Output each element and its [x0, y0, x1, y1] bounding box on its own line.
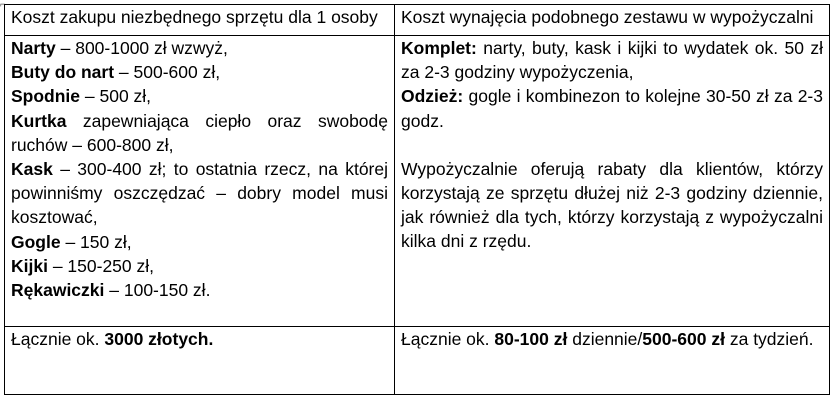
purchase-item: [11, 109, 388, 157]
item-price: – 500-600 zł,: [114, 62, 221, 83]
item-name: Kijki: [11, 255, 48, 276]
rental-total-weekly: 500-600 zł: [642, 329, 725, 349]
rental-set-text: narty, buty, kask i kijki to wydatek ok. 50 zł za 2-3 godziny wypożyczenia,: [401, 38, 823, 83]
item-name: Rękawiczki: [11, 280, 105, 301]
rental-total-daily: 80-100 zł: [494, 329, 568, 349]
paragraph-gap: [401, 133, 823, 157]
purchase-header: Koszt zakupu niezbędnego sprzętu dla 1 osoby: [5, 5, 395, 36]
purchase-item: [11, 84, 388, 108]
purchase-item: [11, 36, 388, 60]
rental-clothing-label: Odzież:: [401, 86, 464, 107]
details-row: [5, 36, 830, 327]
item-name: Gogle: [11, 231, 61, 252]
rental-details-cell: [395, 36, 830, 327]
totals-row: [5, 327, 830, 395]
purchase-item: [11, 230, 388, 254]
rental-set-paragraph: [401, 36, 823, 84]
purchase-total-cell: [5, 327, 395, 395]
header-row: [5, 5, 830, 36]
table-anchor-mark: ⌐: [0, 0, 6, 9]
rental-total-mid: dziennie/: [567, 329, 643, 349]
rental-total-prefix: Łącznie ok.: [401, 329, 495, 349]
item-price: – 800-1000 zł wzwyż,: [55, 38, 228, 58]
purchase-item: [11, 254, 388, 278]
item-price: – 500 zł,: [80, 86, 152, 107]
item-name: Kurtka: [11, 110, 67, 131]
item-name: Buty do nart: [11, 62, 115, 83]
rental-discount-paragraph: Wypożyczalnie oferują rabaty dla klientów, którzy korzystają ze sprzętu dłużej niż 2-3 godziny dziennie, jak również dla tych, którzy korzystają z wypożyczalni kilka dni z rzędu.: [401, 158, 823, 252]
purchase-item: [11, 157, 388, 230]
rental-total-suffix: za tydzień.: [724, 329, 814, 349]
item-name: Kask: [11, 159, 53, 180]
purchase-item: [11, 278, 388, 302]
purchase-total-prefix: Łącznie ok.: [11, 329, 105, 349]
rental-clothing-text: gogle i kombinezon to kolejne 30-50 zł za 2-3 godz.: [401, 86, 823, 131]
rental-set-label: Komplet:: [401, 38, 477, 58]
item-price: – 300-400 zł; to ostatnia rzecz, na której powinniśmy oszczędzać – dobry model musi kosztować,: [11, 159, 388, 228]
item-price: – 150-250 zł,: [47, 255, 155, 276]
rental-total-cell: [395, 327, 830, 395]
rental-header: Koszt wynajęcia podobnego zestawu w wypożyczalni: [395, 5, 830, 36]
purchase-items-cell: [5, 36, 395, 327]
purchase-item: [11, 60, 388, 84]
item-price: – 100-150 zł.: [104, 280, 211, 301]
item-name: Spodnie: [11, 86, 81, 107]
item-price: zapewniająca ciepło oraz swobodę ruchów – 600-800 zł,: [11, 110, 388, 155]
item-price: – 150 zł,: [60, 231, 132, 252]
item-name: Narty: [11, 38, 56, 58]
rental-clothing-paragraph: [401, 84, 823, 132]
purchase-total-value: 3000 złotych.: [104, 329, 214, 349]
cost-comparison-table: [4, 4, 830, 395]
